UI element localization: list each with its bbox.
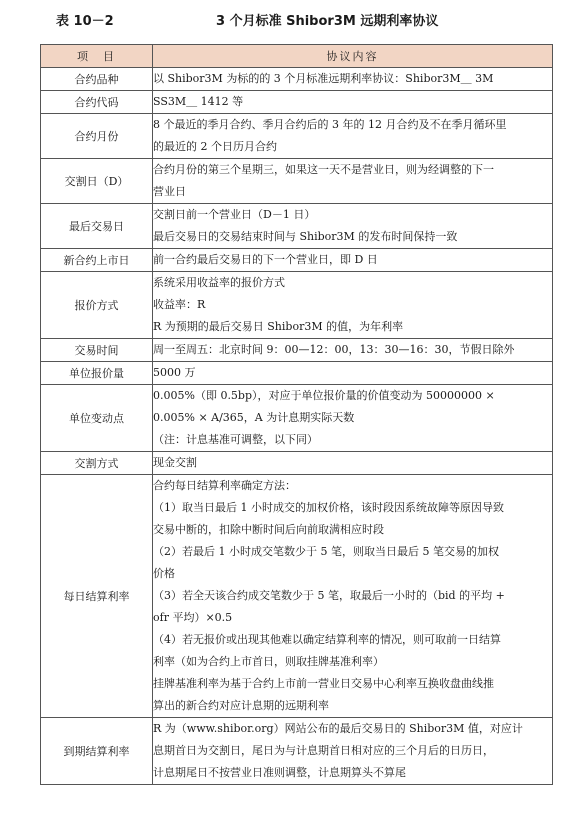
content-line: 合约每日结算利率确定方法： — [153, 479, 296, 492]
row-content — [153, 385, 553, 452]
row-label: 最后交易日 — [41, 204, 153, 249]
row-label: 到期结算利率 — [41, 718, 153, 785]
row-content — [153, 452, 553, 475]
content-line: 现金交割 — [153, 456, 197, 469]
content-line: R 为（www.shibor.org）网站公布的最后交易日的 Shibor3M 值，对应计 — [153, 722, 523, 735]
row-content — [153, 68, 553, 91]
content-line: 营业日 — [153, 185, 186, 198]
row-content — [153, 91, 553, 114]
row-content — [153, 159, 553, 204]
protocol-table — [40, 44, 553, 785]
table-row — [41, 159, 553, 204]
row-label: 每日结算利率 — [41, 475, 153, 718]
row-label: 合约品种 — [41, 68, 153, 91]
row-content — [153, 204, 553, 249]
content-line: 系统采用收益率的报价方式 — [153, 276, 285, 289]
content-line: 收益率：R — [153, 298, 206, 311]
table-row — [41, 249, 553, 272]
row-content — [153, 339, 553, 362]
table-row — [41, 68, 553, 91]
content-line: 价格 — [153, 567, 175, 580]
table-title: 3 个月标准 Shibor3M 远期利率协议 — [216, 14, 439, 29]
table-row — [41, 385, 553, 452]
table-row — [41, 204, 553, 249]
row-content — [153, 475, 553, 718]
content-line: （注：计息基准可调整，以下同） — [153, 433, 318, 446]
table-row — [41, 718, 553, 785]
content-line: 0.005%（即 0.5bp），对应于单位报价量的价值变动为 50000000 × — [153, 389, 495, 402]
table-row — [41, 452, 553, 475]
row-label: 新合约上市日 — [41, 249, 153, 272]
header-item: 项 目 — [41, 45, 153, 68]
content-line: 利率（如为合约上市首日，则取挂牌基准利率） — [153, 655, 384, 668]
table-row — [41, 114, 553, 159]
content-line: 前一合约最后交易日的下一个营业日，即 D 日 — [153, 253, 378, 266]
row-content — [153, 114, 553, 159]
header-content: 协议内容 — [153, 45, 553, 68]
table-row — [41, 475, 553, 718]
content-line: 8 个最近的季月合约、季月合约后的 3 年的 12 月合约及不在季月循环里 — [153, 118, 507, 131]
row-label: 合约月份 — [41, 114, 153, 159]
table-row — [41, 362, 553, 385]
content-line: （2）若最后 1 小时成交笔数少于 5 笔，则取当日最后 5 笔交易的加权 — [153, 545, 499, 558]
content-line: 算出的新合约对应计息期的远期利率 — [153, 699, 329, 712]
row-content — [153, 362, 553, 385]
row-label: 交割方式 — [41, 452, 153, 475]
content-line: 最后交易日的交易结束时间与 Shibor3M 的发布时间保持一致 — [153, 230, 458, 243]
row-label: 交易时间 — [41, 339, 153, 362]
row-label: 交割日（D） — [41, 159, 153, 204]
content-line: 交易中断的，扣除中断时间后向前取满相应时段 — [153, 523, 384, 536]
content-line: 5000 万 — [153, 366, 196, 379]
row-label: 单位报价量 — [41, 362, 153, 385]
row-content — [153, 718, 553, 785]
table-caption — [40, 8, 560, 36]
table-row — [41, 91, 553, 114]
header-row — [41, 45, 553, 68]
table-row — [41, 339, 553, 362]
content-line: 挂牌基准利率为基于合约上市前一营业日交易中心利率互换收盘曲线推 — [153, 677, 494, 690]
content-line: 交割日前一个营业日（D－1 日） — [153, 208, 316, 221]
content-line: 0.005% × A/365，A 为计息期实际天数 — [153, 411, 355, 424]
row-label: 报价方式 — [41, 272, 153, 339]
content-line: （3）若全天该合约成交笔数少于 5 笔，取最后一小时的（bid 的平均 + — [153, 589, 505, 602]
table-number: 表 10－2 — [56, 14, 114, 29]
content-line: （4）若无报价或出现其他难以确定结算利率的情况，则可取前一日结算 — [153, 633, 501, 646]
row-label: 合约代码 — [41, 91, 153, 114]
content-line: 周一至周五：北京时间 9：00—12：00，13：30—16：30，节假日除外 — [153, 343, 515, 356]
content-line: 合约月份的第三个星期三，如果这一天不是营业日，则为经调整的下一 — [153, 163, 494, 176]
content-line: SS3M＿ 1412 等 — [153, 95, 244, 108]
content-line: 息期首日为交割日，尾日为与计息期首日相对应的三个月后的日历日， — [153, 744, 494, 757]
content-line: 计息期尾日不按营业日准则调整，计息期算头不算尾 — [153, 766, 406, 779]
table-row — [41, 272, 553, 339]
row-content — [153, 249, 553, 272]
row-content — [153, 272, 553, 339]
content-line: ofr 平均）×0.5 — [153, 611, 233, 624]
content-line: （1）取当日最后 1 小时成交的加权价格，该时段因系统故障等原因导致 — [153, 501, 504, 514]
content-line: R 为预期的最后交易日 Shibor3M 的值，为年利率 — [153, 320, 404, 333]
row-label: 单位变动点 — [41, 385, 153, 452]
content-line: 以 Shibor3M 为标的的 3 个月标准远期利率协议：Shibor3M＿ 3M — [153, 72, 494, 85]
content-line: 的最近的 2 个日历月合约 — [153, 140, 277, 153]
